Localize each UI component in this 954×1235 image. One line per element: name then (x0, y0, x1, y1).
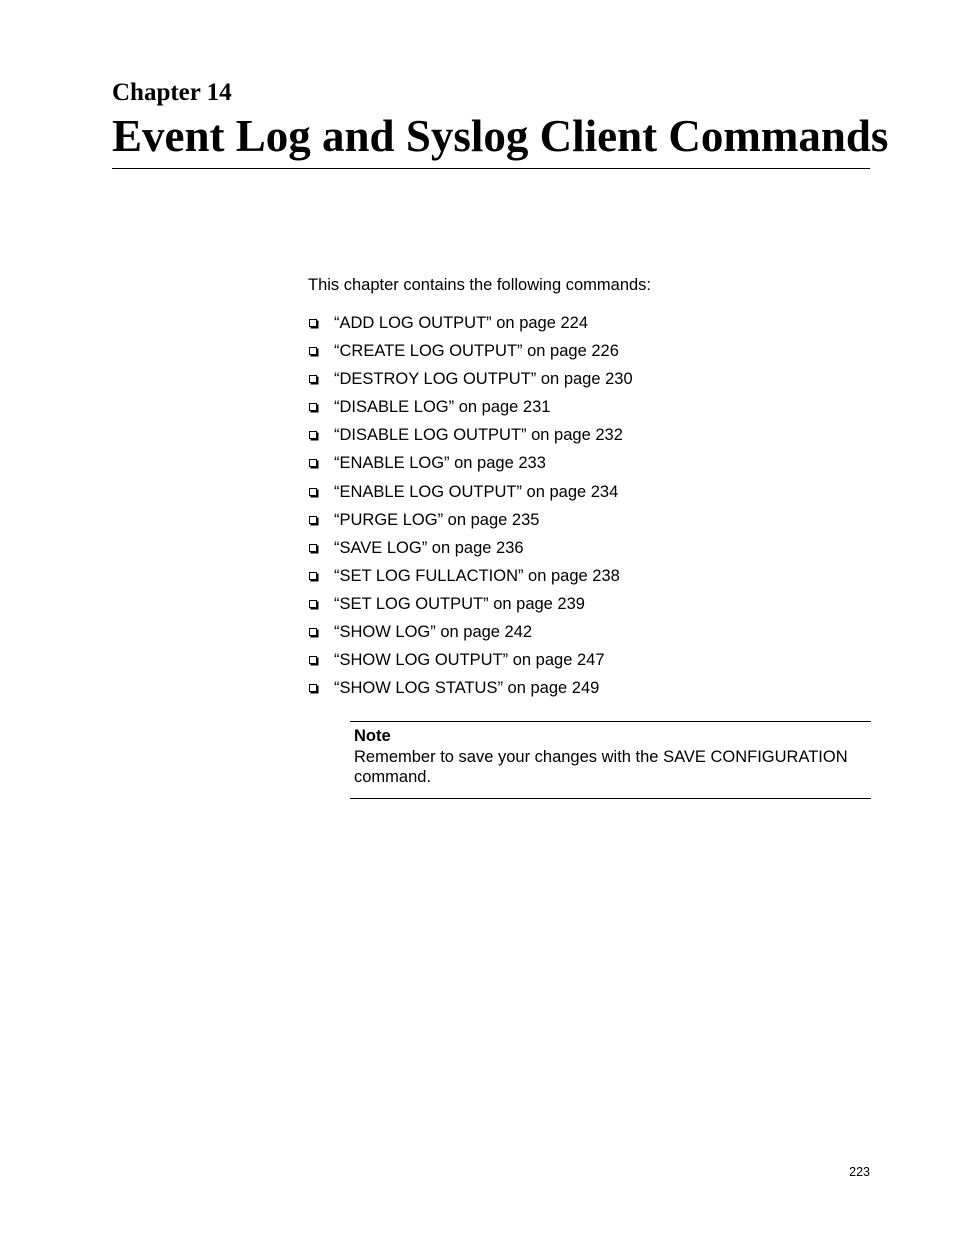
chapter-title: Event Log and Syslog Client Commands (112, 111, 889, 161)
checkbox-bullet-icon (309, 375, 317, 383)
list-item (308, 594, 633, 622)
checkbox-bullet-icon (309, 403, 317, 411)
command-link-disable-log[interactable]: “DISABLE LOG” on page 231 (334, 398, 551, 417)
checkbox-bullet-icon (309, 656, 317, 664)
page-number: 223 (849, 1165, 870, 1179)
command-link-set-log-fullaction[interactable]: “SET LOG FULLACTION” on page 238 (334, 566, 620, 585)
list-item (308, 650, 633, 678)
list-item (308, 425, 633, 453)
checkbox-bullet-icon (309, 572, 317, 580)
list-item (308, 566, 633, 594)
command-link-create-log-output[interactable]: “CREATE LOG OUTPUT” on page 226 (334, 342, 619, 361)
list-item (308, 453, 633, 481)
checkbox-bullet-icon (309, 628, 317, 636)
command-list (308, 313, 633, 706)
intro-text: This chapter contains the following commands: (308, 276, 652, 294)
title-divider (112, 168, 870, 169)
list-item (308, 678, 633, 706)
list-item (308, 622, 633, 650)
list-item (308, 397, 633, 425)
command-link-show-log-status[interactable]: “SHOW LOG STATUS” on page 249 (334, 679, 600, 698)
checkbox-bullet-icon (309, 544, 317, 552)
command-link-enable-log-output[interactable]: “ENABLE LOG OUTPUT” on page 234 (334, 482, 619, 501)
checkbox-bullet-icon (309, 431, 317, 439)
command-link-set-log-output[interactable]: “SET LOG OUTPUT” on page 239 (334, 594, 585, 613)
command-link-add-log-output[interactable]: “ADD LOG OUTPUT” on page 224 (334, 314, 589, 332)
list-item (308, 482, 633, 510)
list-item (308, 369, 633, 397)
checkbox-bullet-icon (309, 684, 317, 692)
command-link-save-log[interactable]: “SAVE LOG” on page 236 (334, 538, 524, 557)
list-item (308, 313, 633, 341)
command-link-disable-log-output[interactable]: “DISABLE LOG OUTPUT” on page 232 (334, 426, 623, 445)
note-box (350, 721, 871, 799)
checkbox-bullet-icon (309, 600, 317, 608)
command-link-enable-log[interactable]: “ENABLE LOG” on page 233 (334, 454, 546, 473)
note-heading: Note (354, 727, 391, 745)
list-item (308, 341, 633, 369)
command-link-show-log-output[interactable]: “SHOW LOG OUTPUT” on page 247 (334, 651, 605, 670)
command-link-show-log[interactable]: “SHOW LOG” on page 242 (334, 623, 533, 642)
checkbox-bullet-icon (309, 347, 317, 355)
list-item (308, 510, 633, 538)
checkbox-bullet-icon (309, 516, 317, 524)
chapter-label: Chapter 14 (112, 79, 232, 106)
checkbox-bullet-icon (309, 488, 317, 496)
checkbox-bullet-icon (309, 319, 317, 327)
list-item (308, 538, 633, 566)
command-link-purge-log[interactable]: “PURGE LOG” on page 235 (334, 510, 540, 529)
command-link-destroy-log-output[interactable]: “DESTROY LOG OUTPUT” on page 230 (334, 370, 633, 389)
checkbox-bullet-icon (309, 459, 317, 467)
note-text: Remember to save your changes with the SAVE CONFIGURATION command. (354, 747, 848, 786)
